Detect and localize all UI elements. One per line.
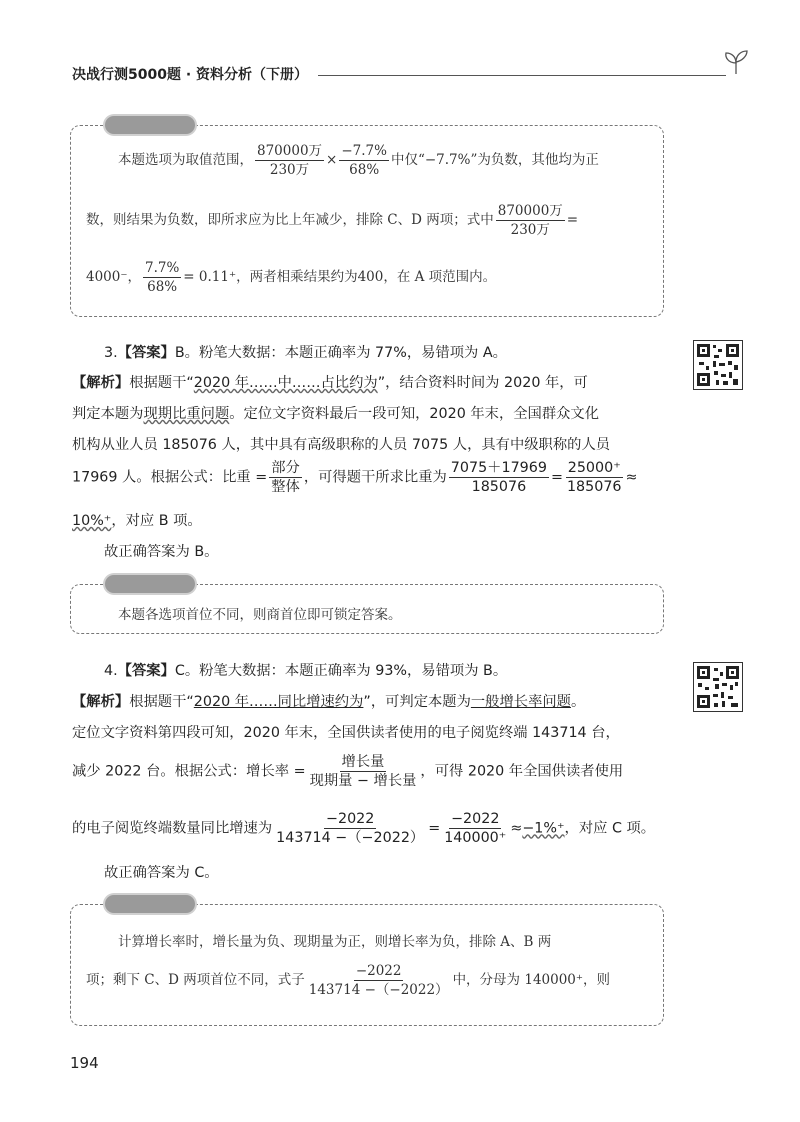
- tip3-line-2: 项；剩下 C、D 两项首位不同，式子 $\frac{-2022}{143714 -(-2022)}$ 中，分母为 140000⁺，则: [86, 963, 611, 998]
- page-number: 194: [70, 1054, 99, 1072]
- tip3-line-1: 计算增长率时，增长量为负、现期量为正，则增长率为负，排除 A、B 两: [118, 934, 552, 950]
- qr-code-q3[interactable]: [693, 340, 743, 390]
- tip1-line-1: 本题选项为取值范围， $\frac{\text{870000万}}{\text{230万}}$ × $\frac{-7.7\%}{68\%}$ 中仅“−7.7%”为负数，其他均为正: [118, 143, 599, 178]
- q3-analysis-line-2: 判定本题为现期比重问题。定位文字资料最后一段可知，2020 年末，全国群众文化: [72, 406, 600, 422]
- tip1-line-3: 4000⁻， $\frac{7.7\%}{68\%}$ = 0.11⁺，两者相乘结果约为400，在 A 项范围内。: [86, 260, 497, 295]
- tip-label-badge: [105, 116, 195, 134]
- header-rule: [318, 75, 726, 76]
- book-title: 决战行测5000题 · 资料分析（下册）: [72, 67, 309, 83]
- q4-analysis-line-4: 的电子阅览终端数量同比增速为 $\frac{-2022}{143714 -(-2022)}$ = $\frac{-2022}{140000^+}$ ≈−1%⁺，对应 C 项。: [72, 811, 656, 846]
- tip2-text: 本题各选项首位不同，则商首位即可锁定答案。: [118, 607, 402, 623]
- q4-analysis-line-2: 定位文字资料第四段可知，2020 年末，全国供读者使用的电子阅览终端 143714 台，: [72, 725, 620, 741]
- sprout-icon: [722, 48, 752, 76]
- q4-answer-line: 4.【答案】C。粉笔大数据：本题正确率为 93%，易错项为 B。: [104, 663, 508, 679]
- q3-analysis-line-5: 10%⁺，对应 B 项。: [72, 513, 202, 529]
- q4-final-answer: 故正确答案为 C。: [104, 865, 219, 881]
- q3-answer-line: 3.【答案】B。粉笔大数据：本题正确率为 77%，易错项为 A。: [104, 345, 507, 361]
- q3-final-answer: 故正确答案为 B。: [104, 544, 219, 560]
- q3-analysis-line-1: 【解析】根据题干“2020 年……中……占比约为”，结合资料时间为 2020 年，可: [72, 375, 588, 391]
- q3-analysis-line-3: 机构从业人员 185076 人，其中具有高级职称的人员 7075 人，具有中级职称的人员: [72, 437, 611, 453]
- tip1-line-2: 数，则结果为负数，即所求应为比上年减少，排除 C、D 两项；式中 $\frac{\text{870000万}}{\text{230万}}$ =: [86, 203, 579, 238]
- qr-code-q4[interactable]: [693, 662, 743, 712]
- qr-code-icon: [694, 341, 742, 389]
- tip-label-badge: [105, 575, 195, 593]
- q3-analysis-line-4: 17969 人。根据公式：比重 = $\frac{\text{部分}}{\text{整体}}$ ，可得题干所求比重为 $\frac{7075+17969}{185076}$ = $\frac{25000^+}{185076}$ ≈: [72, 460, 638, 495]
- q4-analysis-line-1: 【解析】根据题干“2020 年……同比增速约为”，可判定本题为一般增长率问题。: [72, 694, 586, 710]
- tip-label-badge: [105, 895, 195, 913]
- qr-code-icon: [694, 663, 742, 711]
- q4-analysis-line-3: 减少 2022 台。根据公式：增长率 = $\frac{\text{增长量}}{\text{现期量 − 增长量}}$ ，可得 2020 年全国供读者使用: [72, 754, 624, 789]
